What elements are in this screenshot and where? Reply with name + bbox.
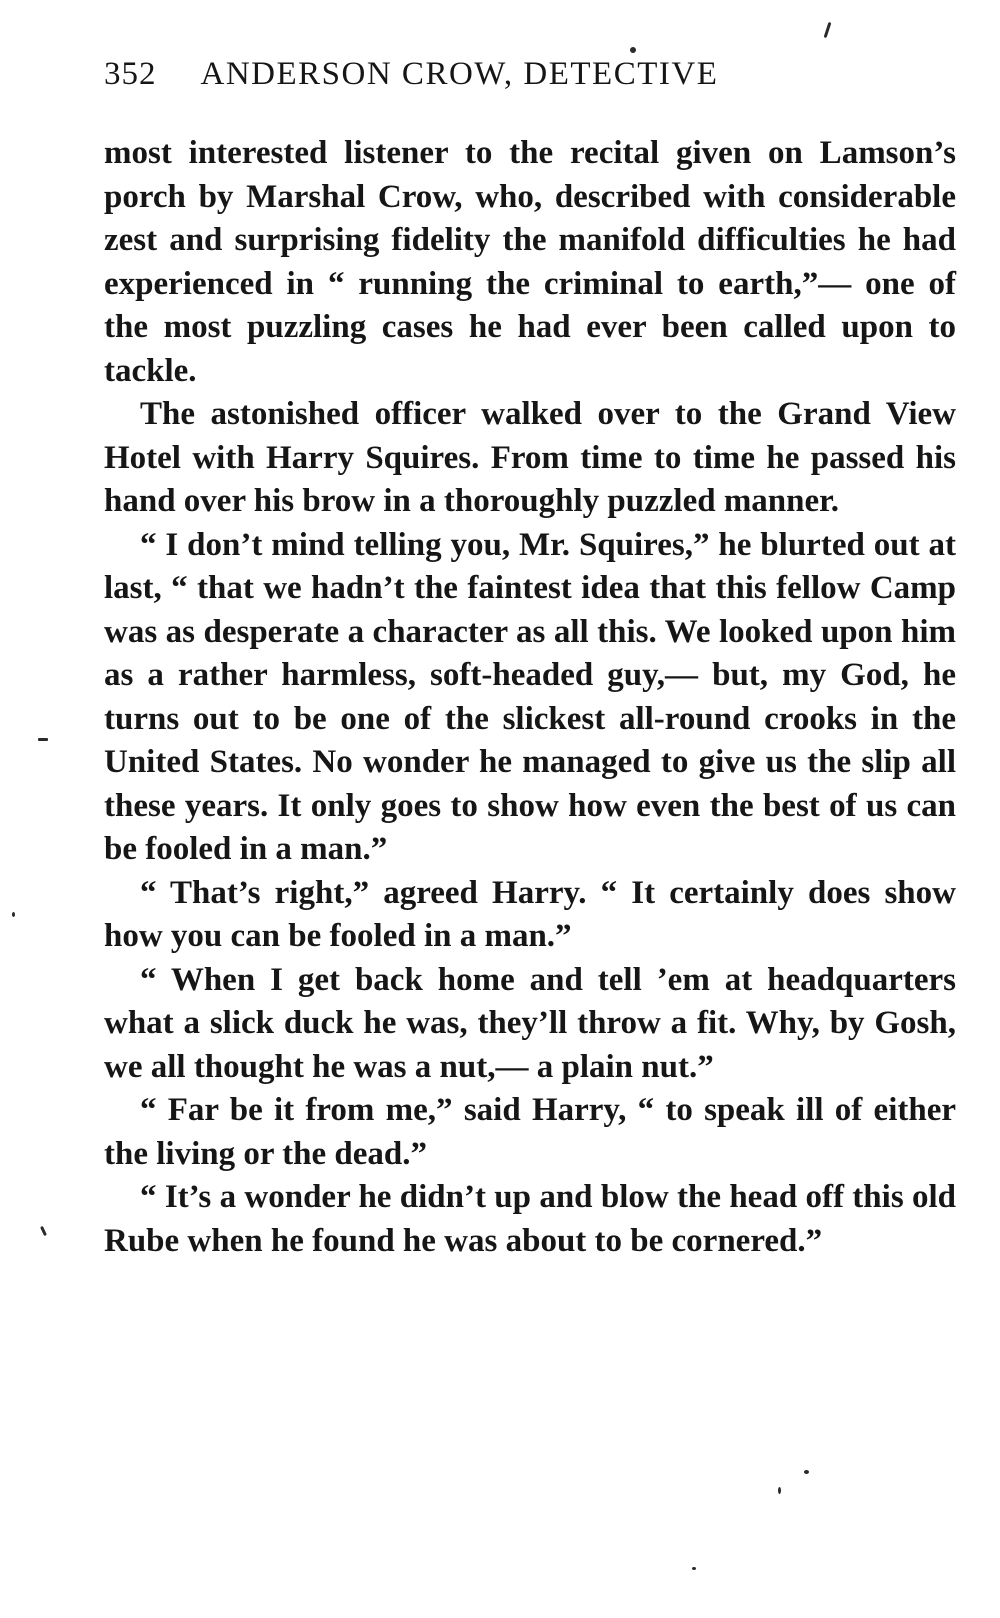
paragraph: “ Far be it from me,” said Harry, “ to speak ill of either the living or the dead.” (104, 1092, 956, 1172)
scan-speck-bottom-2 (778, 1487, 781, 1494)
paragraph: The astonished officer walked over to the Grand View Hotel with Harry Squires. From time to time he passed his hand over his brow in a thoroughly puzzled manner. (104, 396, 956, 519)
paragraph-continued: most interested listener to the recital given on Lamson’s porch by Marshal Crow, who, described with considerable zest and surprising fidelity the manifold difficulties he had experienced in “ running the criminal to earth,”— one of the most puzzling cases he had ever been called upon to tackle. (104, 135, 956, 389)
paragraph: “ When I get back home and tell ’em at headquarters what a slick duck he was, they’ll throw a fit. Why, by Gosh, we all thought he was a nut,— a plain nut.” (104, 961, 956, 1085)
body-text (104, 132, 956, 1263)
running-title: ANDERSON CROW, DETECTIVE (200, 56, 719, 92)
scan-speck-dot (630, 47, 636, 53)
paragraph: “ It’s a wonder he didn’t up and blow the head off this old Rube when he found he was about to be cornered.” (104, 1179, 956, 1259)
paragraph: “ I don’t mind telling you, Mr. Squires,” he blurted out at last, “ that we hadn’t the faintest idea that this fellow Camp was as desperate a character as all this. We looked upon him as a rather harmless, soft-headed guy,— but, my God, he turns out to be one of the slickest all-round crooks in the United States. No wonder he managed to give us the slip all these years. It only goes to show how even the best of us can be fooled in a man.” (104, 526, 956, 867)
book-page (104, 56, 956, 1263)
scan-speck-left-3 (40, 1226, 47, 1236)
scan-speck-left-1 (38, 738, 48, 741)
scan-speck-top-right (824, 22, 832, 38)
running-head (104, 56, 956, 106)
page-number: 352 (104, 56, 157, 92)
scan-speck-bottom-3 (692, 1567, 696, 1570)
scan-speck-left-2 (12, 912, 15, 917)
paragraph: “ That’s right,” agreed Harry. “ It certainly does show how you can be fooled in a man.” (104, 874, 956, 954)
scan-speck-bottom-1 (804, 1470, 809, 1474)
